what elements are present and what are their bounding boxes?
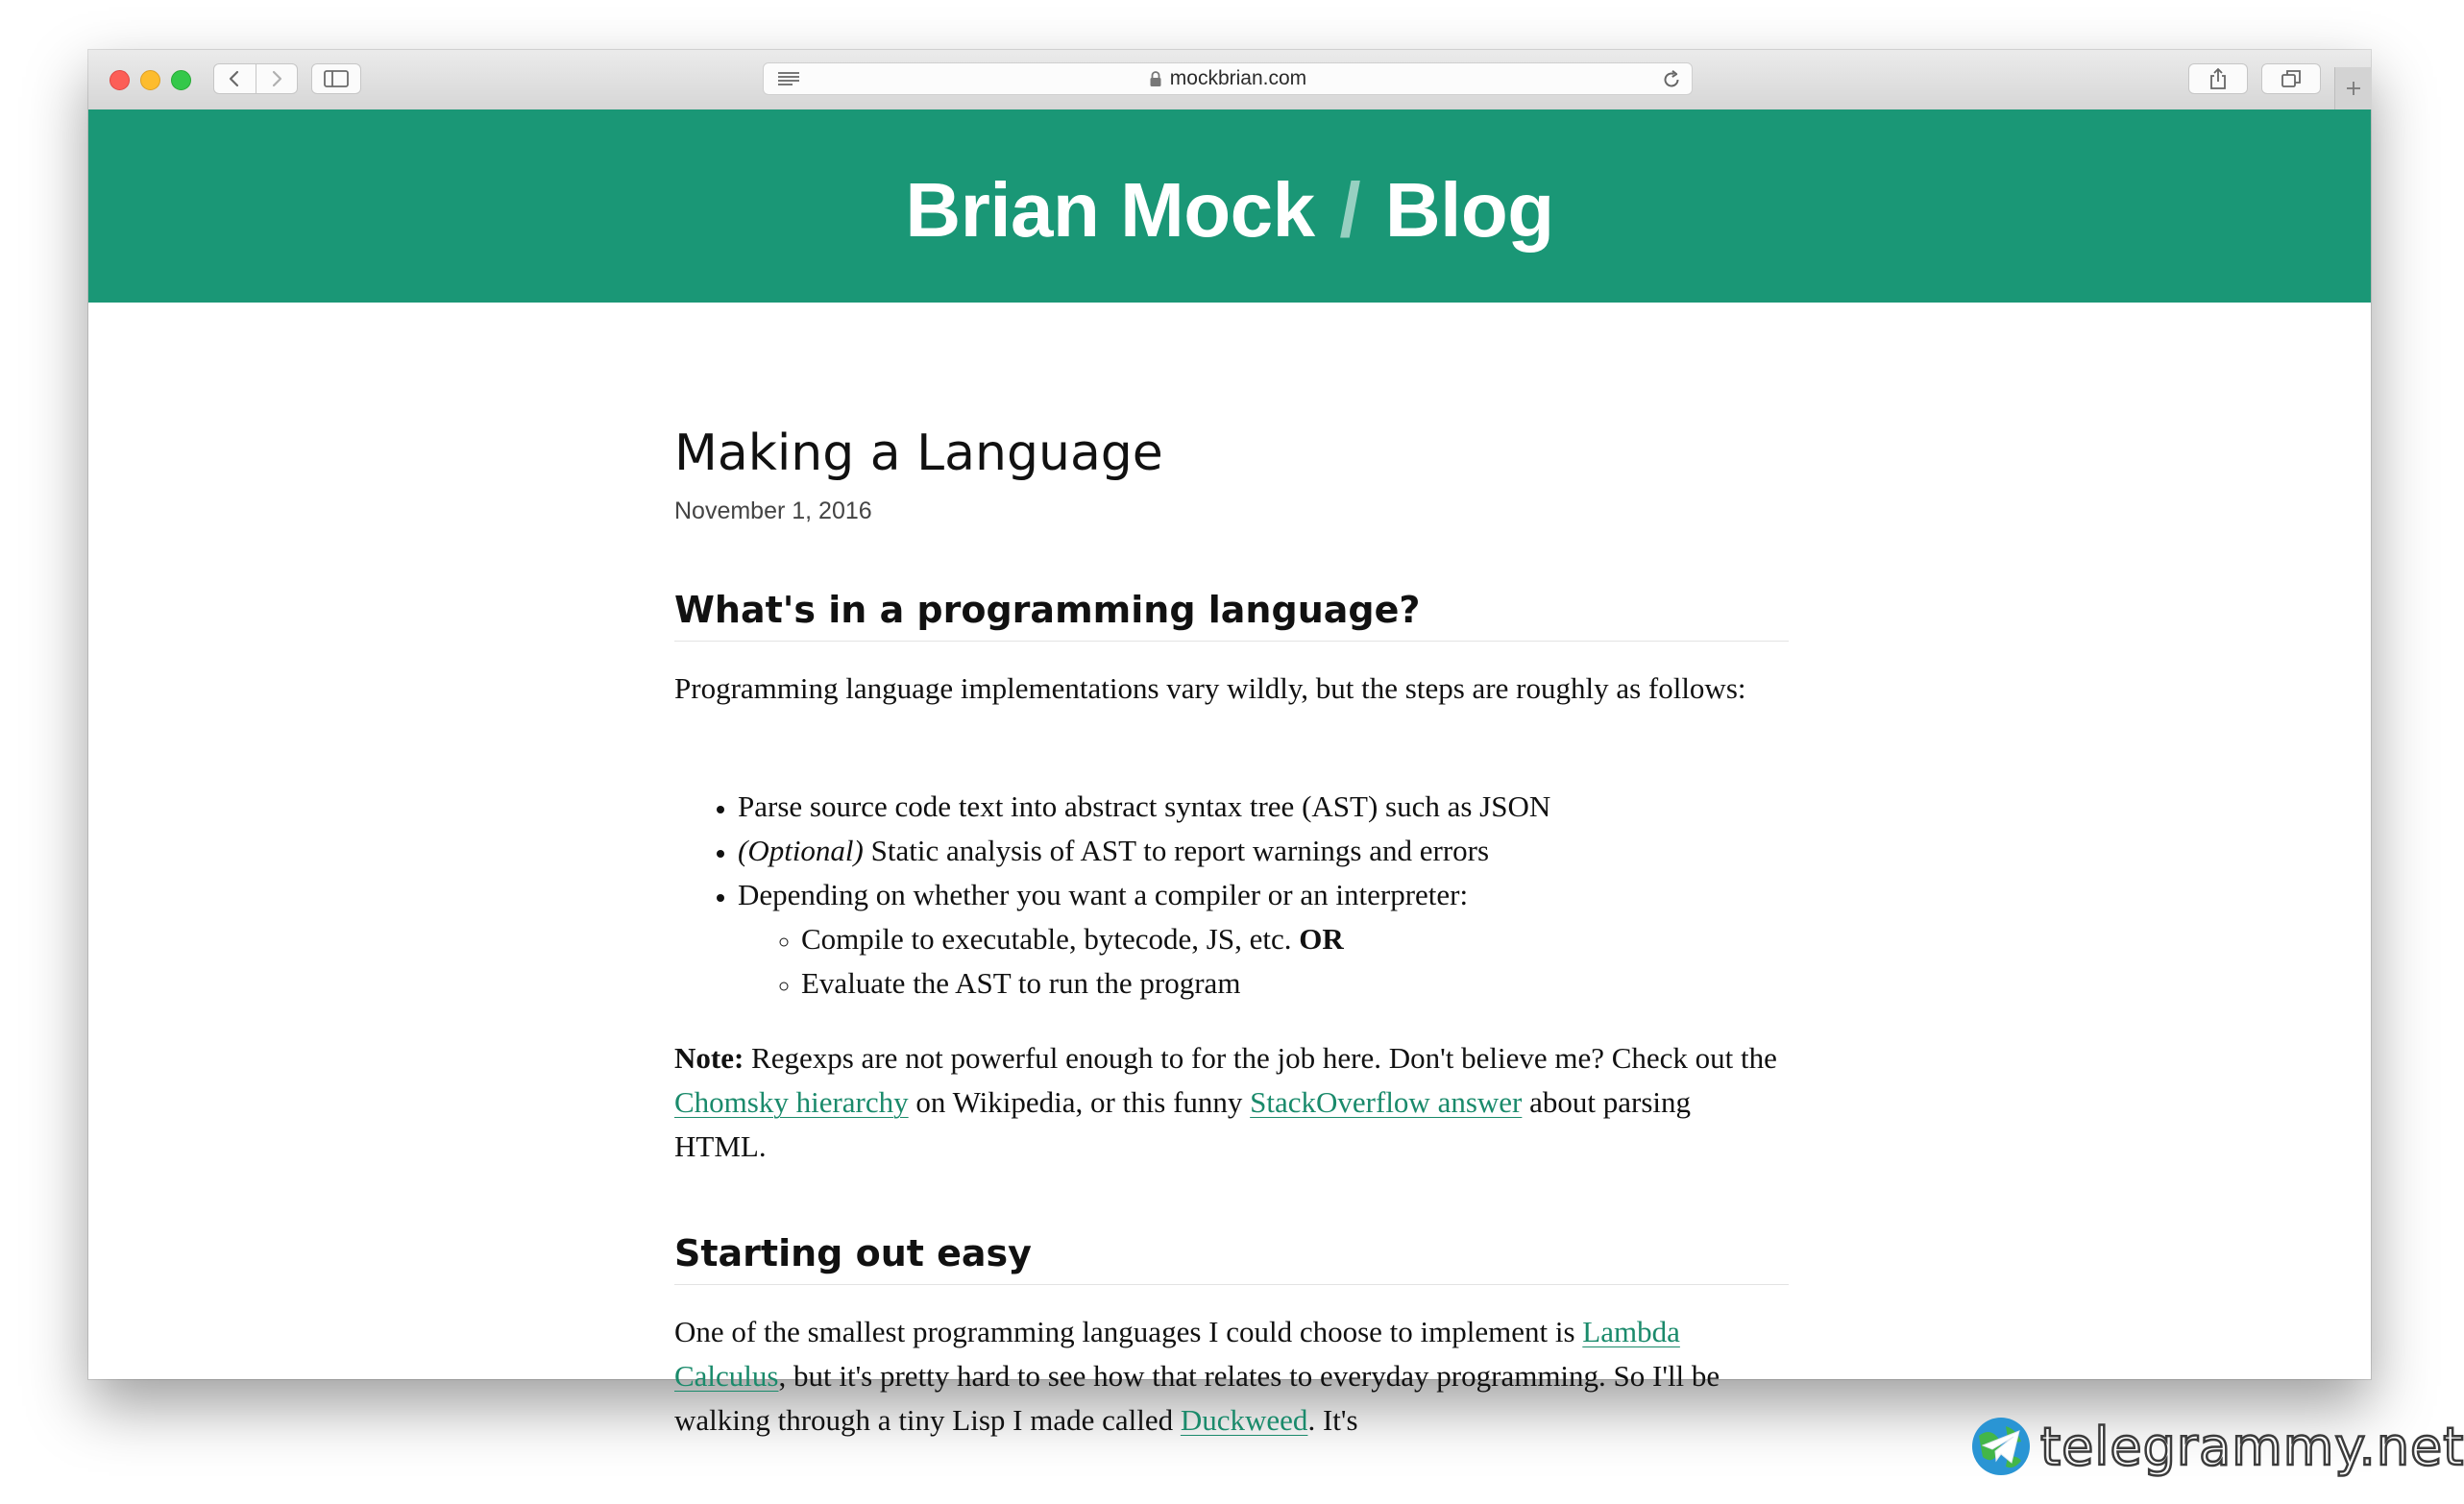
url-text: mockbrian.com [1169,67,1307,89]
lock-icon [1149,70,1162,87]
note-text: about parsing HTML. [674,1085,1692,1163]
steps-list [674,785,1852,1006]
list-item-text: Compile to executable, bytecode, JS, etc. [801,922,1300,956]
paragraph-text: . It's [1307,1403,1358,1437]
stackoverflow-answer-link[interactable]: StackOverflow answer [1250,1085,1523,1119]
tabs-overview-button[interactable] [2261,63,2321,94]
note-paragraph [674,1036,1789,1169]
back-button[interactable] [214,64,256,93]
lambda-calculus-link[interactable]: Lambda Calculus [674,1315,1680,1393]
plus-icon [2345,80,2362,97]
close-window-button[interactable] [110,70,130,90]
new-tab-button[interactable] [2334,67,2372,109]
site-title [88,167,2371,254]
forward-button[interactable] [256,64,298,93]
list-item-text: Static analysis of AST to report warnings and errors [863,834,1490,867]
title-separator: / [1339,167,1361,253]
share-icon [2208,67,2228,90]
paragraph-text: , but it's pretty hard to see how that relates to everyday programming. So I'll be walking through a tiny Lisp I made called [674,1359,1720,1437]
starting-paragraph [674,1310,1789,1443]
note-label: Note: [674,1041,744,1075]
list-item-text: Parse source code text into abstract syntax tree (AST) such as JSON [738,789,1551,823]
list-item [738,829,1852,873]
list-item-text: Depending on whether you want a compiler or an interpreter: [738,878,1469,911]
duckweed-link[interactable]: Duckweed [1180,1403,1308,1437]
optional-label: (Optional) [738,834,864,867]
sub-list-item [801,917,1852,961]
browser-toolbar [88,50,2371,110]
url-display [764,63,1692,94]
section-heading-programming-language: What's in a programming language? [674,587,1789,642]
paragraph-text: One of the smallest programming languages I could choose to implement is [674,1315,1583,1348]
minimize-window-button[interactable] [140,70,160,90]
reload-icon [1661,69,1682,90]
address-bar[interactable] [763,62,1693,95]
post-date: November 1, 2016 [674,497,872,524]
section-heading-starting-out-easy: Starting out easy [674,1230,1789,1285]
history-navigation [213,63,298,94]
list-item [738,873,1852,1006]
sub-list-item [801,961,1852,1006]
watermark [1969,1412,2464,1481]
telegram-globe-icon [1969,1415,2033,1478]
reload-button[interactable] [1661,69,1682,95]
share-button[interactable] [2188,63,2248,94]
site-header [88,109,2371,303]
chevron-right-icon [270,69,283,88]
note-text: Regexps are not powerful enough to for the job here. Don't believe me? Check out the [744,1041,1777,1075]
post-title: Making a Language [674,425,1163,482]
blog-link[interactable]: Blog [1384,167,1554,253]
tabs-overview-icon [2281,69,2302,88]
chomsky-hierarchy-link[interactable]: Chomsky hierarchy [674,1085,909,1119]
intro-paragraph: Programming language implementations vary wildly, but the steps are roughly as follows: [674,671,1746,705]
sidebar-button[interactable] [311,63,361,94]
chevron-left-icon [228,69,241,88]
list-item [738,785,1852,829]
list-item-text: Evaluate the AST to run the program [801,966,1241,1000]
sidebar-icon [324,70,349,87]
or-emphasis: OR [1299,922,1344,956]
watermark-text: telegrammy.net [2040,1416,2464,1477]
browser-window [88,50,2371,1437]
note-text: on Wikipedia, or this funny [908,1085,1251,1119]
sub-list [738,917,1852,1006]
zoom-window-button[interactable] [171,70,191,90]
site-name-link[interactable]: Brian Mock [905,167,1315,253]
